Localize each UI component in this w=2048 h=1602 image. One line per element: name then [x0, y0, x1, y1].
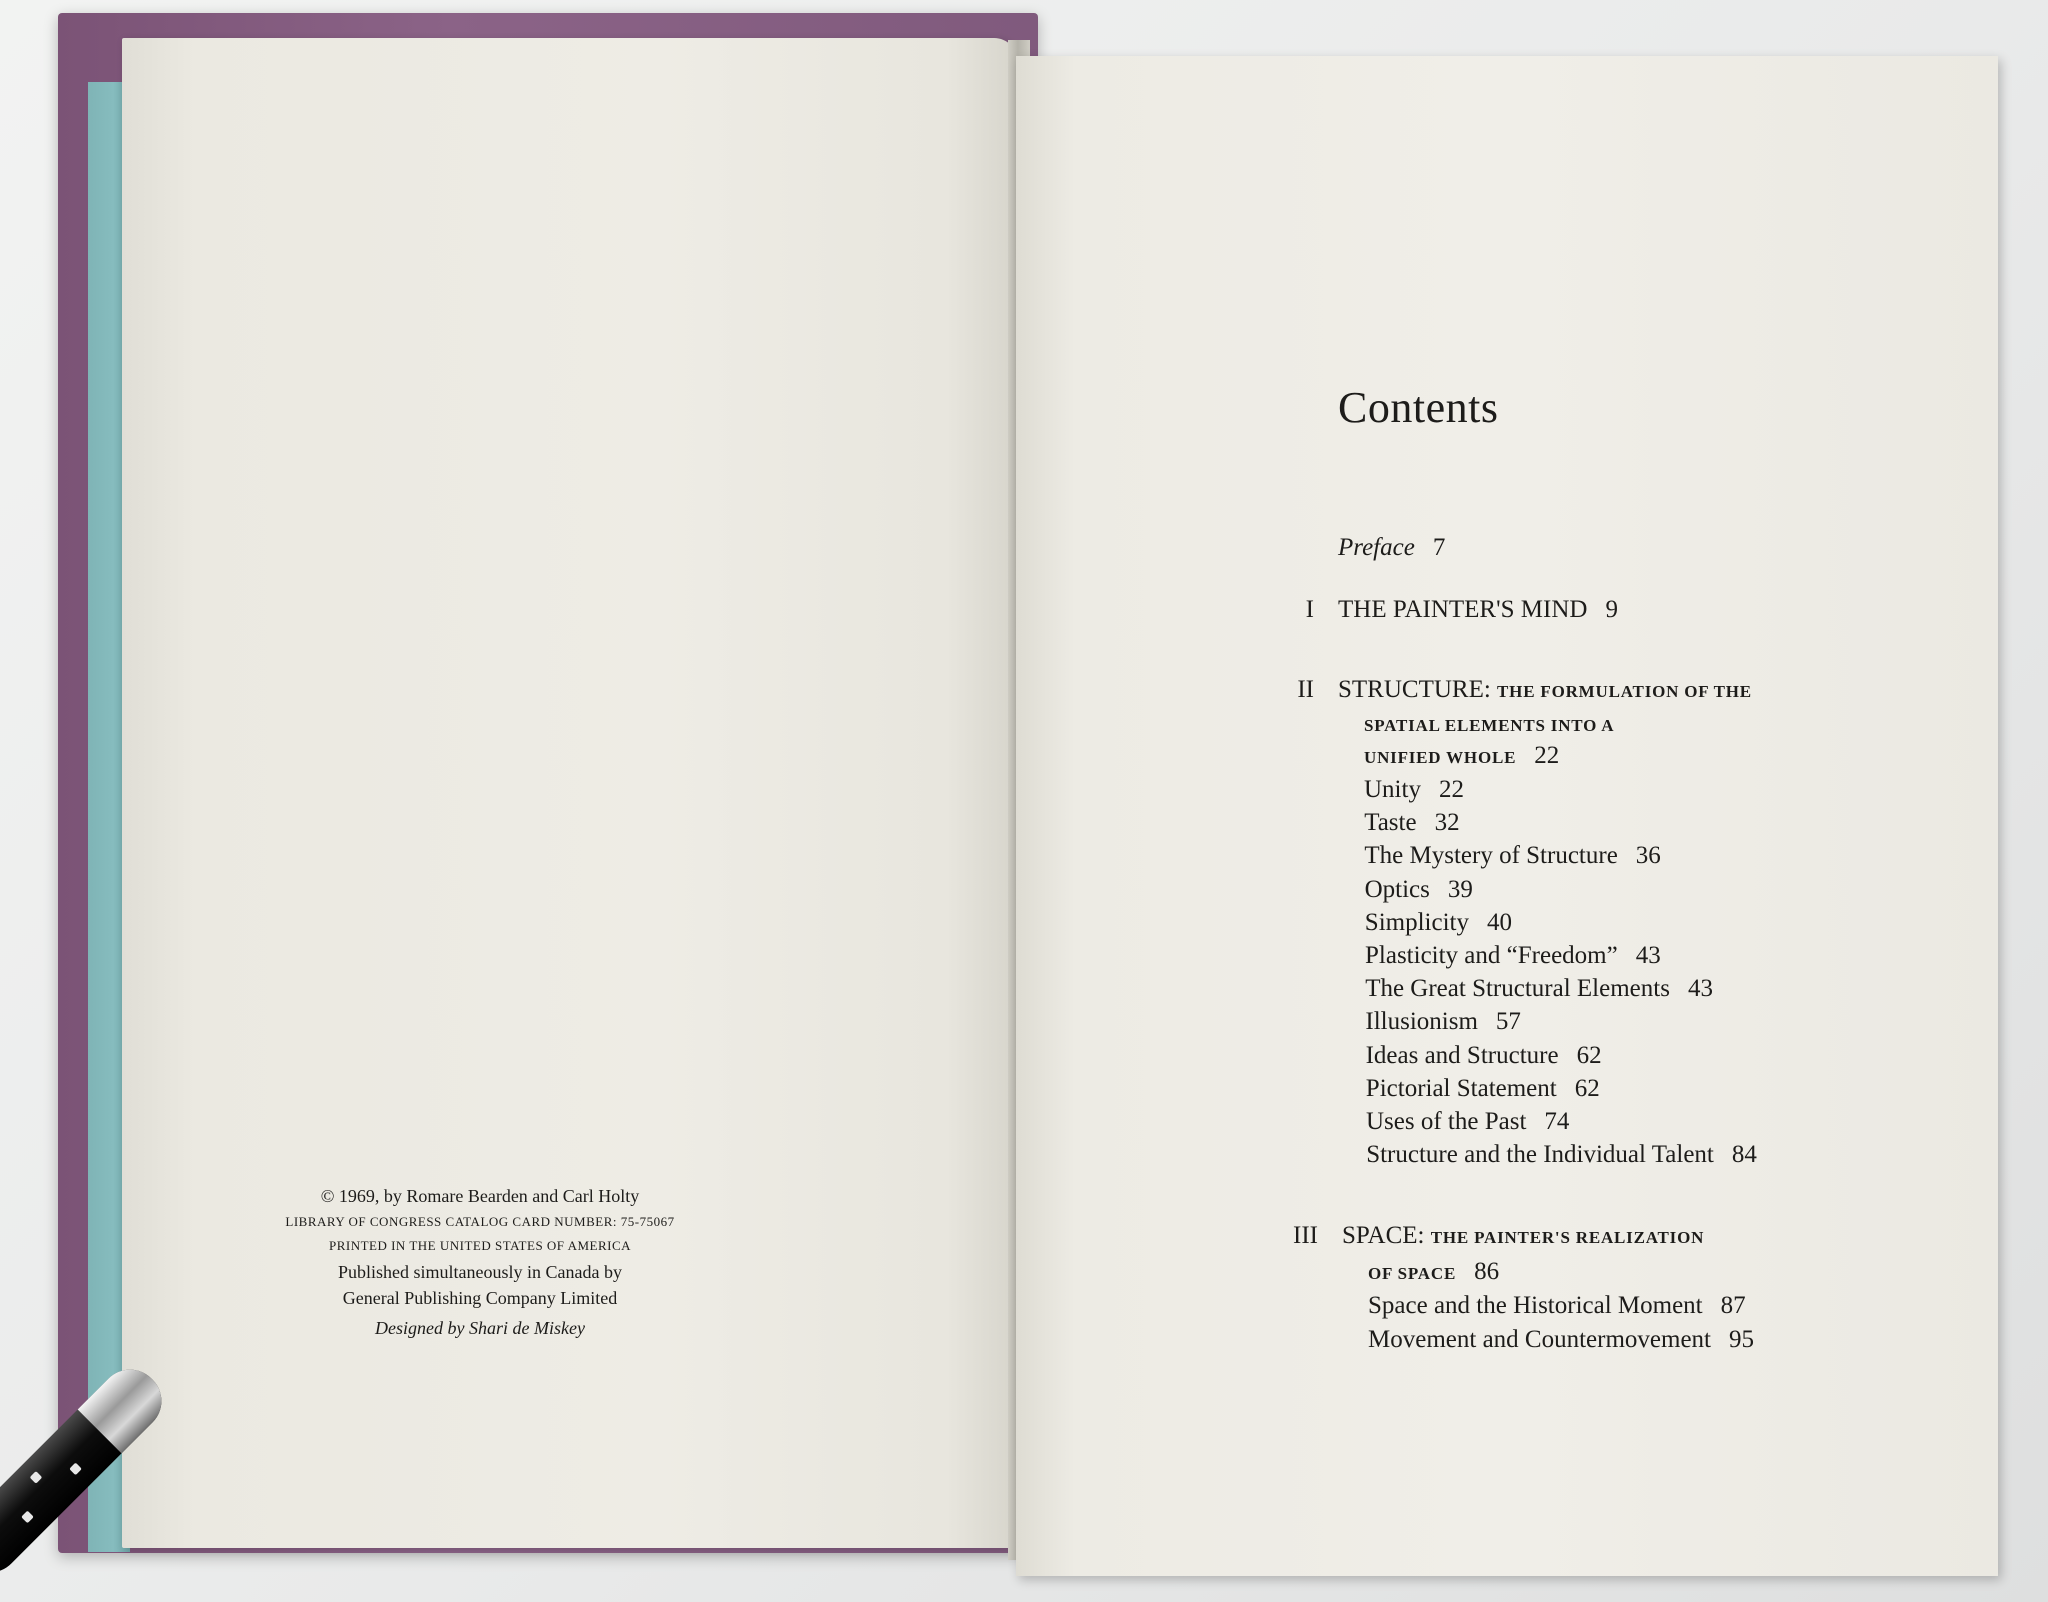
toc-page-number: 43 [1635, 942, 1661, 969]
toc-section-title: Space and the Historical Moment [1368, 1292, 1703, 1319]
toc-section-title: Unity [1364, 776, 1421, 803]
toc-page-number: 9 [1605, 596, 1618, 623]
toc-section-title: Movement and Countermovement [1368, 1326, 1711, 1353]
toc-page-number: 87 [1720, 1292, 1746, 1319]
toc-section [1365, 975, 1713, 1003]
toc-section-title: Illusionism [1365, 1008, 1478, 1036]
toc-section-title: The Great Structural Elements [1365, 975, 1670, 1003]
toc-page-number: 43 [1687, 975, 1713, 1003]
toc-section-title: Ideas and Structure [1365, 1041, 1559, 1069]
toc-page-number: 57 [1495, 1008, 1521, 1036]
chapter-numeral: I [1305, 596, 1314, 623]
toc-section [1364, 842, 1660, 870]
toc-section [1365, 909, 1512, 937]
toc-section-title: Plasticity and “Freedom” [1365, 942, 1618, 969]
chapter-title: STRUCTURE: [1338, 676, 1491, 703]
toc-chapter-3 [1342, 1222, 1704, 1250]
copyright-line: © 1969, by Romare Bearden and Carl Holty [320, 1186, 640, 1206]
toc-chapter-1 [1338, 596, 1618, 624]
toc-section [1368, 1326, 1754, 1354]
publisher-line: General Publishing Company Limited [342, 1288, 618, 1308]
chapter-subtitle-line [1364, 710, 1614, 738]
toc-page-number: 86 [1474, 1258, 1500, 1285]
toc-section [1366, 1042, 1602, 1070]
toc-page-number: 62 [1576, 1041, 1602, 1069]
toc-preface [1338, 534, 1445, 562]
chapter-numeral: III [1293, 1222, 1318, 1249]
chapter-numeral: II [1297, 676, 1314, 703]
chapter-title: THE PAINTER'S MIND [1338, 596, 1588, 623]
toc-page-number: 39 [1447, 875, 1473, 903]
toc-section [1366, 1108, 1569, 1136]
toc-section-title: Structure and the Individual Talent [1366, 1141, 1714, 1169]
toc-section-title: Simplicity [1364, 908, 1469, 936]
toc-chapter-2 [1338, 676, 1752, 704]
toc-page-number: 40 [1486, 908, 1512, 936]
toc-section [1365, 876, 1473, 904]
toc-page-number: 84 [1731, 1141, 1757, 1169]
chapter-title: SPACE: [1342, 1222, 1425, 1249]
toc-section-title: The Mystery of Structure [1364, 842, 1618, 870]
contents-title: Contents [1338, 383, 1499, 432]
toc-section-title: Optics [1364, 875, 1430, 903]
chapter-subtitle: SPATIAL ELEMENTS INTO A [1364, 716, 1615, 735]
toc-section [1365, 1008, 1521, 1036]
toc-section [1365, 942, 1661, 970]
chapter-subtitle: UNIFIED WHOLE [1364, 748, 1517, 767]
toc-page-number: 36 [1635, 842, 1661, 870]
toc-section-title: Taste [1364, 809, 1417, 837]
chapter-subtitle-line [1364, 742, 1559, 770]
toc-page-number: 95 [1728, 1326, 1754, 1353]
toc-section [1364, 809, 1459, 837]
toc-section [1368, 1292, 1746, 1320]
printed-in-line: PRINTED IN THE UNITED STATES OF AMERICA [328, 1238, 632, 1253]
toc-page-number: 7 [1432, 534, 1446, 561]
toc-section-title: Uses of the Past [1366, 1108, 1527, 1135]
chapter-subtitle: THE PAINTER'S REALIZATION [1430, 1228, 1705, 1247]
published-line: Published simultaneously in Canada by [338, 1262, 622, 1282]
toc-page-number: 22 [1534, 742, 1560, 769]
chapter-subtitle: OF SPACE [1368, 1264, 1457, 1283]
toc-section [1366, 1141, 1757, 1169]
toc-page-number: 74 [1544, 1108, 1570, 1135]
toc-section [1366, 1075, 1600, 1103]
chapter-subtitle: THE FORMULATION OF THE [1497, 682, 1752, 701]
toc-section [1364, 776, 1464, 804]
toc-page-number: 32 [1434, 809, 1460, 837]
chapter-subtitle-line [1368, 1258, 1499, 1286]
catalog-number-line: LIBRARY OF CONGRESS CATALOG CARD NUMBER: 75-75067 [285, 1214, 675, 1229]
designer-credit: Designed by Shari de Miskey [375, 1318, 585, 1338]
toc-preface-label: Preface [1338, 534, 1415, 561]
toc-page-number: 22 [1438, 776, 1464, 803]
toc-page-number: 62 [1574, 1074, 1600, 1102]
toc-section-title: Pictorial Statement [1365, 1074, 1557, 1102]
